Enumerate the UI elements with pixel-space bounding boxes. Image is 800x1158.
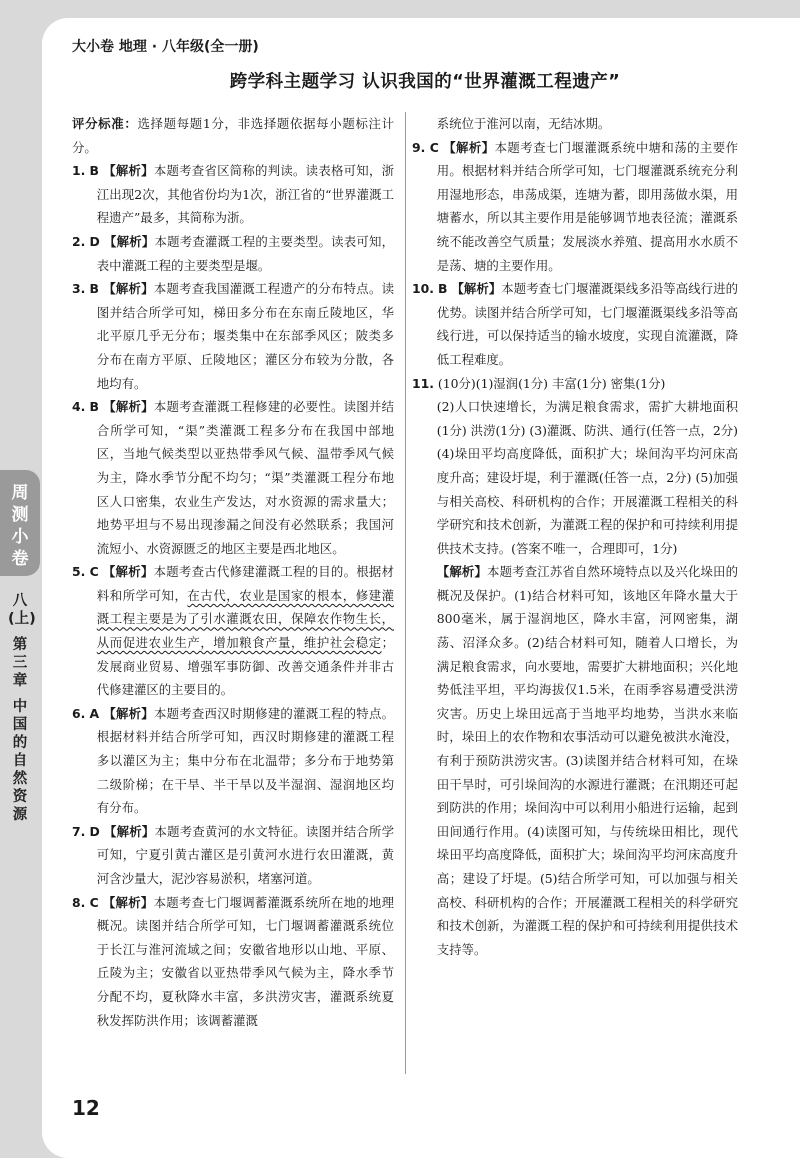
item-number: 9.: [412, 139, 426, 155]
analysis-tag: 【解析】: [102, 564, 154, 580]
answer-item-1: [72, 159, 394, 230]
item-answer: B: [89, 163, 99, 179]
answer-item-11-part2: (2)人口快速增长，为满足粮食需求，需扩大耕地面积(1分) 洪涝(1分) (3)灌溉、防洪、通行(任答一点，2分) (4)垛田平均高度降低，面积扩大；垛间沟平均河床高度升高；建设圩堤，利于灌溉(任答一点，2分) (5)加强与相关高校、科研机构的合作；开展灌溉工程相关的科学研究和技术创新，为灌溉工程的保护和可持续利用提供技术支持。(答案不唯一，合理即可，1分): [436, 399, 738, 556]
scoring-text: 选择题每题1分，非选择题依据每小题标注计分。: [72, 116, 395, 155]
side-chapter: 第三章: [12, 637, 28, 689]
left-column: [72, 112, 394, 1032]
item-text: 本题考查省区简称的判读。读表格可知，浙江出现2次，其他省份均为1次，浙江省的“世界灌溉工程遗产”最多，其简称为浙。: [96, 163, 394, 226]
page-number: 12: [72, 1096, 100, 1120]
item-answer: C: [89, 894, 99, 910]
analysis-tag: 【解析】: [443, 139, 495, 155]
item-text: 本题考查七门堰灌溉渠线多沿等高线行进的优势。读图并结合所学可知，七门堰灌溉渠线多沿等高线行进，可以保持适当的输水坡度，实现自流灌溉，降低工程难度。: [436, 281, 738, 367]
item-text: 本题考查七门堰灌溉系统中塘和荡的主要作用。根据材料并结合所学可知，七门堰灌溉系统充分利用湿地形态，串荡成渠，连塘为蓄，即用荡做水渠，用塘蓄水，所以其主要作用是能够调节地表径流；灌溉系统不能改善空气质量；发展淡水养殖、提高用水水质不是荡、塘的主要作用。: [436, 139, 738, 273]
item-number: 2.: [72, 233, 86, 249]
item-number: 1.: [72, 163, 86, 179]
item-number: 6.: [72, 705, 86, 721]
right-column: [412, 112, 738, 961]
item-number: 4.: [72, 399, 86, 415]
item-text: 本题考查我国灌溉工程遗产的分布特点。读图并结合所学可知，梯田多分布在东南丘陵地区，华北平原几乎无分布；堰类集中在东部季风区；陂类多分布在南方平原、丘陵地区；灌区分布较为分散，各地均有。: [96, 281, 394, 391]
item-text: 本题考查江苏省自然环境特点以及兴化垛田的概况及保护。(1)结合材料可知，该地区年降水量大于800毫米，属于湿润地区，降水丰富，河网密集，湖荡、沼泽众多。(2)结合材料可知，随着人口增长，为满足粮食需求，向水要地，需要扩大耕地面积；兴化地势低洼平坦，平均海拔仅1.5米，在雨季容易遭受洪涝灾害。历史上垛田远高于当地平均地势，当洪水来临时，垛田上的农作物和农事活动可以避免被洪水淹没，有利于预防洪涝灾害。(3)读图并结合材料可知，在垛田干旱时，可引垛间沟的水源进行灌溉；在汛期还可起到防洪的作用；垛间沟中可以利用小船进行运输，起到田间通行作用。(4)读图可知，与传统垛田相比，现代垛田平均高度降低，面积扩大；垛间沟平均河床高度升高；建设了圩堤。(5)结合所学可知，可以加强与相关高校、科研机构的合作；开展灌溉工程相关的科学研究和技术创新，为灌溉工程的保护和可持续利用提供技术支持等。: [436, 564, 739, 957]
answer-item-8-continued: 系统位于淮河以南，无结冰期。: [436, 116, 611, 131]
answer-item-8: [72, 891, 394, 1033]
answer-item-11-analysis: [412, 560, 738, 961]
analysis-tag: 【解析】: [436, 564, 488, 580]
item-answer: B: [89, 399, 99, 415]
item-text: 本题考查灌溉工程修建的必要性。读图并结合所学可知，“渠”类灌溉工程多分布在我国中部地区，当地气候类型以亚热带季风气候、温带季风气候为主，降水季节分配不均匀；“渠”类灌溉工程分布地区人口密集，农业生产发达，对水资源的需求量大；地势平坦与不易出现渗漏之间没有必然联系；我国河流短小、水资源匮乏的地区主要是西北地区。: [96, 399, 394, 556]
answer-item-4: [72, 395, 394, 560]
answer-item-10: [412, 277, 738, 371]
item-answer-text: (10分)(1)湿润(1分) 丰富(1分) 密集(1分): [437, 375, 666, 391]
item-number: 3.: [72, 281, 86, 297]
answer-item-5: [72, 560, 394, 702]
item-text: 本题考查七门堰调蓄灌溉系统所在地的地理概况。读图并结合所学可知，七门堰调蓄灌溉系统位于长江与淮河流域之间；安徽省地形以山地、平原、丘陵为主；安徽省以亚热带季风气候为主，降水季节分配不均，夏秋降水丰富，多洪涝灾害，灌溉系统夏秋发挥防洪作用；该调蓄灌溉: [96, 894, 394, 1028]
item-answer: D: [89, 233, 100, 249]
item-answer: B: [437, 281, 448, 297]
analysis-tag: 【解析】: [451, 281, 502, 297]
side-grade: 八(上): [8, 593, 36, 627]
item-text: ；发展商业贸易、增强军事防御、改善交通条件并非古代修建灌区的主要目的。: [96, 635, 394, 698]
answer-item-7: [72, 820, 394, 891]
answer-item-9: [412, 136, 738, 278]
item-number: 11.: [412, 375, 434, 391]
scoring-standard: [72, 112, 394, 159]
item-text: 本题考查古代修建灌溉工程的目的。根据材料和所学可知，: [96, 564, 394, 603]
answer-item-2: [72, 230, 394, 277]
column-divider: [405, 112, 406, 1074]
item-number: 5.: [72, 564, 86, 580]
item-number: 7.: [72, 823, 86, 839]
item-answer: C: [429, 139, 439, 155]
answer-item-3: [72, 277, 394, 395]
item-answer: D: [89, 823, 100, 839]
item-answer: B: [89, 281, 99, 297]
item-answer: A: [89, 705, 100, 721]
scoring-label: 评分标准：: [72, 116, 138, 131]
side-topic: 中国的自然资源: [12, 699, 28, 823]
item-text: 本题考查灌溉工程的主要类型。读表可知，表中灌溉工程的主要类型是堰。: [96, 233, 394, 273]
analysis-tag: 【解析】: [103, 163, 154, 179]
item-text: 本题考查黄河的水文特征。读图并结合所学可知，宁夏引黄古灌区是引黄河水进行农田灌溉，黄河含沙量大，泥沙容易淤积，堵塞河道。: [96, 823, 394, 886]
item-number: 10.: [412, 281, 434, 297]
item-text-underlined: 在古代，农业是国家的根本，修建灌溉工程主要是为了引水灌溉农田，保障农作物生长，从而促进农业生产，增加粮食产量，维护社会稳定: [96, 587, 395, 651]
analysis-tag: 【解析】: [103, 233, 155, 249]
analysis-tag: 【解析】: [103, 823, 155, 839]
item-text: 本题考查西汉时期修建的灌溉工程的特点。根据材料并结合所学可知，西汉时期修建的灌溉工程多以灌区为主；集中分布在北温带；多分布于地势第二级阶梯；在干旱、半干旱以及半湿润、湿润地区均有分布。: [96, 705, 394, 816]
item-number: 8.: [72, 894, 86, 910]
page-title: 跨学科主题学习 认识我国的“世界灌溉工程遗产”: [229, 72, 621, 92]
analysis-tag: 【解析】: [103, 705, 154, 721]
analysis-tag: 【解析】: [103, 399, 154, 415]
analysis-tag: 【解析】: [102, 894, 154, 910]
book-header: 大小卷 地理 · 八年级(全一册): [72, 39, 259, 55]
analysis-tag: 【解析】: [103, 281, 154, 297]
item-answer: C: [89, 564, 99, 580]
side-tab-text: 周测小卷: [11, 483, 29, 569]
side-label: [8, 592, 36, 824]
answer-item-11: [412, 372, 738, 396]
answer-item-6: [72, 702, 394, 820]
